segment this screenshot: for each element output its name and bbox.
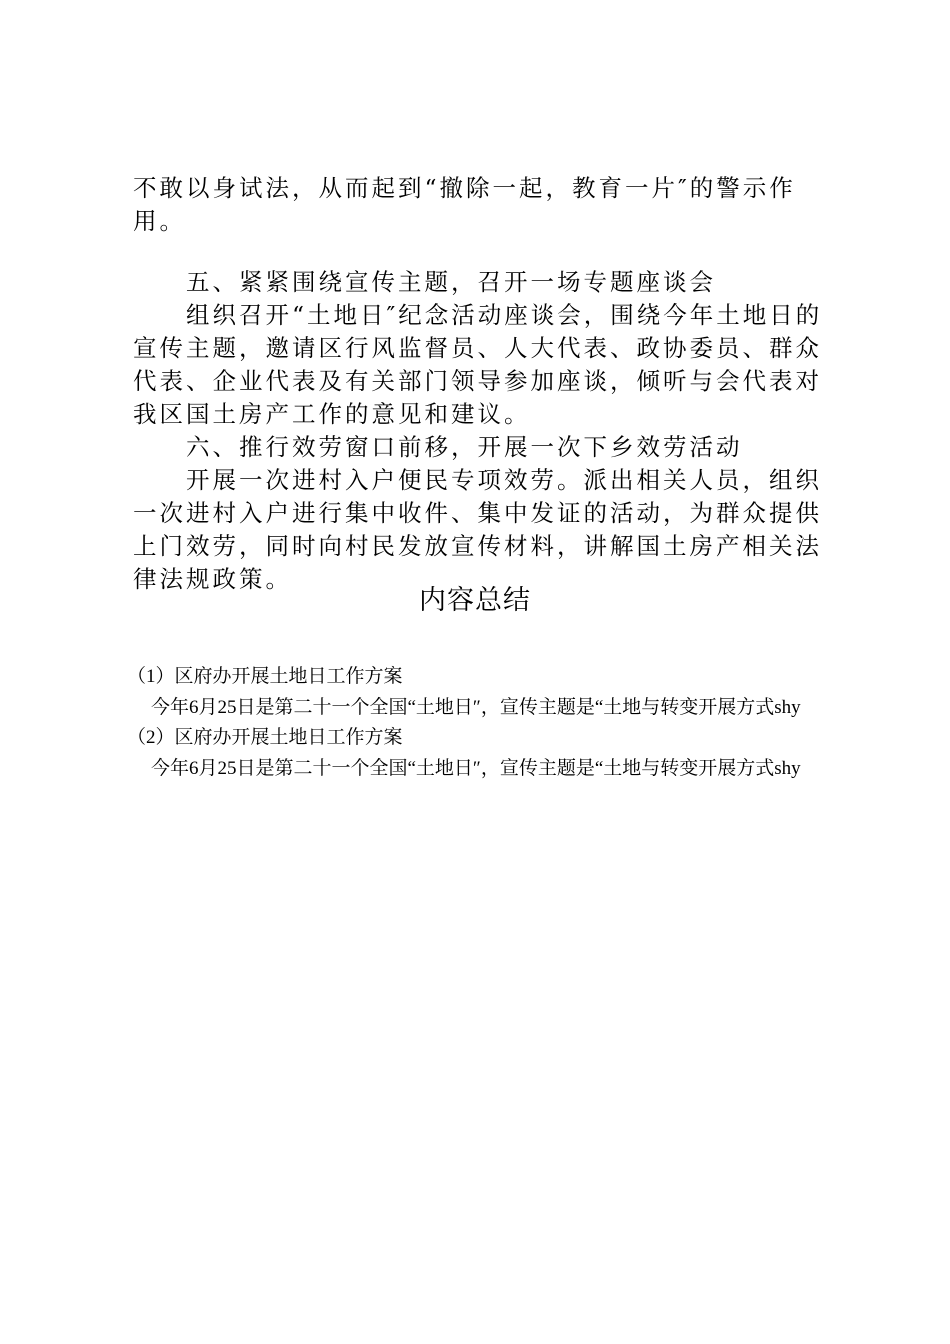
summary-item-text: 今年6月25日是第二十一个全国“土地日″，宣传主题是“土地与转变开展方式shy: [151, 757, 801, 779]
paragraph: 开展一次进村入户便民专项效劳。派出相关人员，组织一次进村入户进行集中收件、集中发证的活动，为群众提供上门效劳，同时向村民发放宣传材料，讲解国土房产相关法律法规政策。: [133, 466, 822, 593]
summary-list: [127, 662, 833, 784]
paragraph: 不敢以身试法，从而起到“撤除一起，教育一片″的警示作用。: [133, 174, 796, 235]
summary-item-text: 今年6月25日是第二十一个全国“土地日″，宣传主题是“土地与转变开展方式shy: [151, 696, 801, 718]
body-text: [133, 172, 833, 596]
paragraph: 组织召开“土地日″纪念活动座谈会，围绕今年土地日的宣传主题，邀请区行风监督员、人大代表、政协委员、群众代表、企业代表及有关部门领导参加座谈，倾听与会代表对我区国土房产工作的意见和建议。: [133, 301, 823, 428]
summary-item-heading: （1）区府办开展土地日工作方案: [127, 666, 403, 687]
summary-title: 内容总结: [419, 585, 531, 615]
section-heading: 六、推行效劳窗口前移，开展一次下乡效劳活动: [186, 433, 743, 461]
section-heading: 五、紧紧围绕宣传主题，召开一场专题座谈会: [186, 268, 716, 296]
summary-item-heading: （2）区府办开展土地日工作方案: [127, 727, 403, 748]
